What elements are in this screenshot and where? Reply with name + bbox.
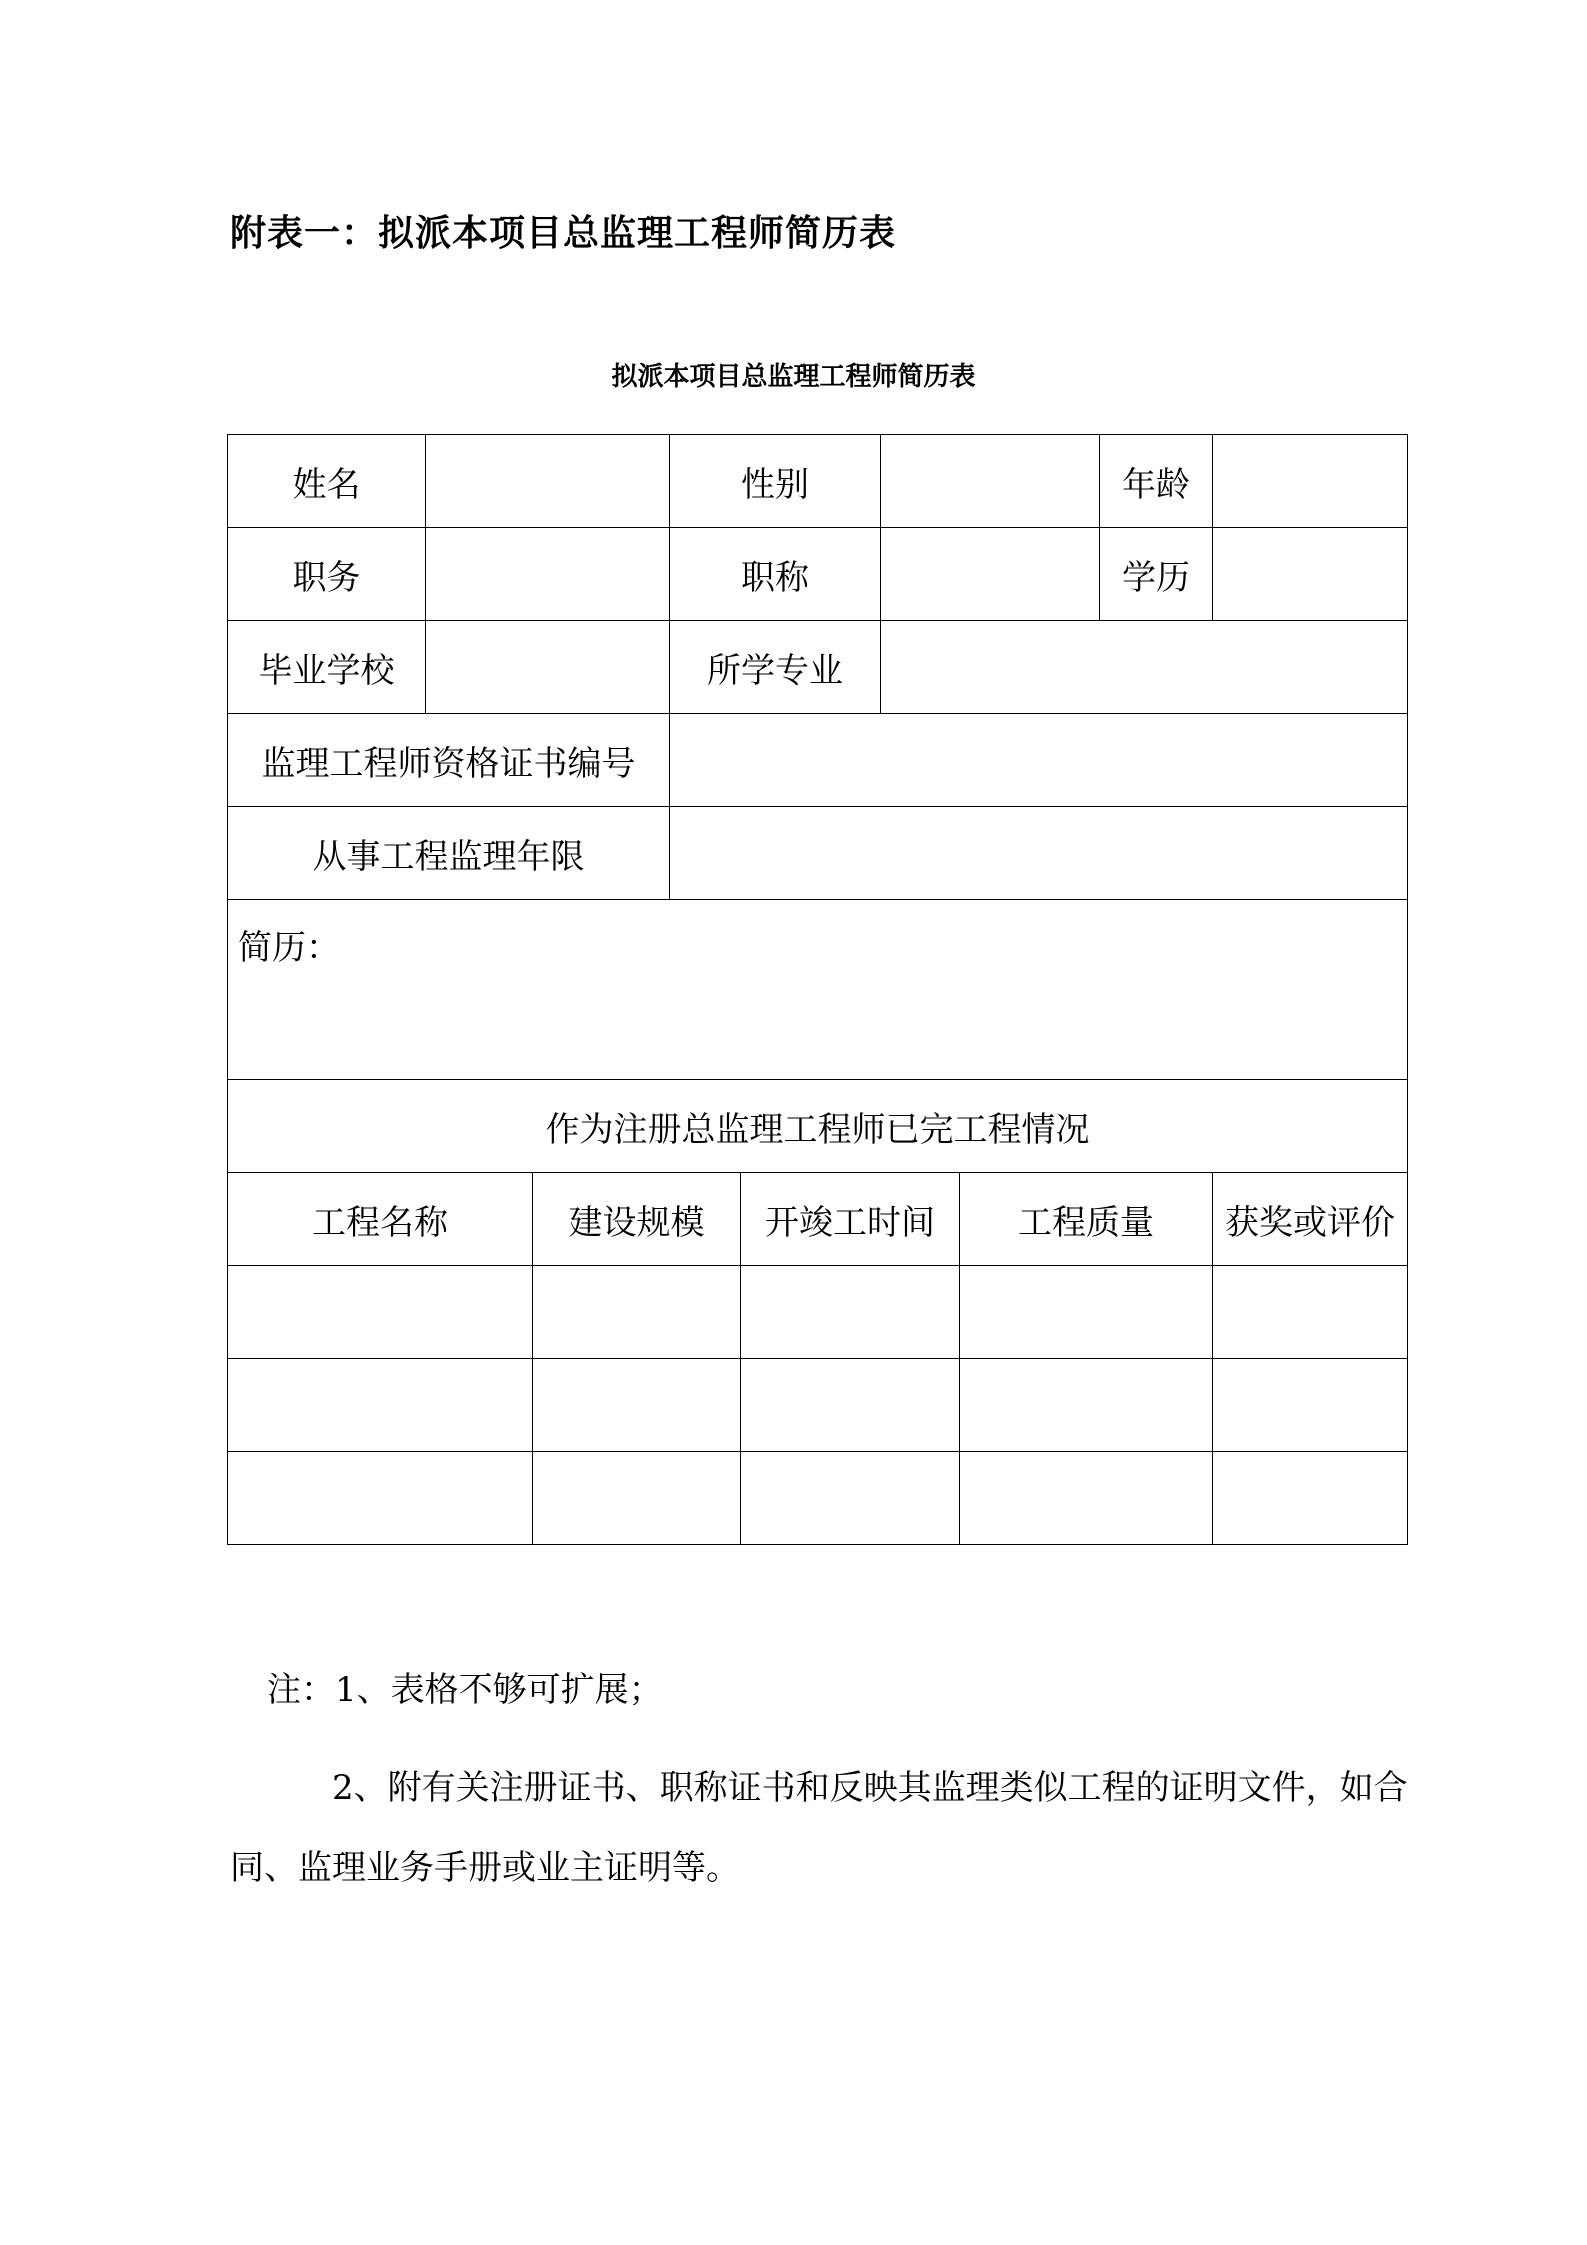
table-row xyxy=(228,714,1408,807)
name-value-cell[interactable] xyxy=(426,435,670,528)
table-row xyxy=(228,1080,1408,1173)
scale-cell[interactable] xyxy=(533,1452,741,1545)
table-row xyxy=(228,900,1408,1080)
position-label: 职务 xyxy=(228,528,426,621)
table-row xyxy=(228,528,1408,621)
gender-label: 性别 xyxy=(670,435,881,528)
age-value-cell[interactable] xyxy=(1213,435,1408,528)
years-label: 从事工程监理年限 xyxy=(228,807,670,900)
table-row xyxy=(228,1452,1408,1545)
column-header-row xyxy=(228,1173,1408,1266)
quality-cell[interactable] xyxy=(960,1359,1213,1452)
table-caption: 拟派本项目总监理工程师简历表 xyxy=(611,362,976,392)
table-row xyxy=(228,621,1408,714)
column-header-awards: 获奖或评价 xyxy=(1213,1173,1408,1266)
awards-cell[interactable] xyxy=(1213,1359,1408,1452)
school-value-cell[interactable] xyxy=(426,621,670,714)
quality-cell[interactable] xyxy=(960,1452,1213,1545)
table-row xyxy=(228,435,1408,528)
resume-form-table xyxy=(227,434,1408,1545)
cert-number-label: 监理工程师资格证书编号 xyxy=(228,714,670,807)
awards-cell[interactable] xyxy=(1213,1266,1408,1359)
resume-label: 简历： xyxy=(238,928,340,968)
note-2: 2、附有关注册证书、职称证书和反映其监理类似工程的证明文件，如合同、监理业务手册或业主证明等。 xyxy=(230,1768,1408,1888)
resume-cell[interactable] xyxy=(228,900,1408,1080)
column-header-schedule: 开竣工时间 xyxy=(741,1173,960,1266)
column-header-project-name: 工程名称 xyxy=(228,1173,533,1266)
completed-projects-header: 作为注册总监理工程师已完工程情况 xyxy=(228,1080,1408,1173)
notes-section xyxy=(230,1660,1410,1908)
project-name-cell[interactable] xyxy=(228,1452,533,1545)
column-header-quality: 工程质量 xyxy=(960,1173,1213,1266)
title-value-cell[interactable] xyxy=(881,528,1100,621)
years-value-cell[interactable] xyxy=(670,807,1408,900)
cert-number-value-cell[interactable] xyxy=(670,714,1408,807)
schedule-cell[interactable] xyxy=(741,1452,960,1545)
page-heading: 附表一：拟派本项目总监理工程师简历表 xyxy=(230,212,897,254)
education-value-cell[interactable] xyxy=(1213,528,1408,621)
quality-cell[interactable] xyxy=(960,1266,1213,1359)
column-header-scale: 建设规模 xyxy=(533,1173,741,1266)
age-label: 年龄 xyxy=(1100,435,1213,528)
table-row xyxy=(228,807,1408,900)
position-value-cell[interactable] xyxy=(426,528,670,621)
school-label: 毕业学校 xyxy=(228,621,426,714)
awards-cell[interactable] xyxy=(1213,1452,1408,1545)
note-1: 注：1、表格不够可扩展； xyxy=(267,1670,663,1710)
scale-cell[interactable] xyxy=(533,1359,741,1452)
project-name-cell[interactable] xyxy=(228,1359,533,1452)
project-name-cell[interactable] xyxy=(228,1266,533,1359)
name-label: 姓名 xyxy=(228,435,426,528)
schedule-cell[interactable] xyxy=(741,1359,960,1452)
gender-value-cell[interactable] xyxy=(881,435,1100,528)
table-row xyxy=(228,1359,1408,1452)
major-value-cell[interactable] xyxy=(881,621,1408,714)
major-label: 所学专业 xyxy=(670,621,881,714)
schedule-cell[interactable] xyxy=(741,1266,960,1359)
title-label: 职称 xyxy=(670,528,881,621)
scale-cell[interactable] xyxy=(533,1266,741,1359)
education-label: 学历 xyxy=(1100,528,1213,621)
table-row xyxy=(228,1266,1408,1359)
